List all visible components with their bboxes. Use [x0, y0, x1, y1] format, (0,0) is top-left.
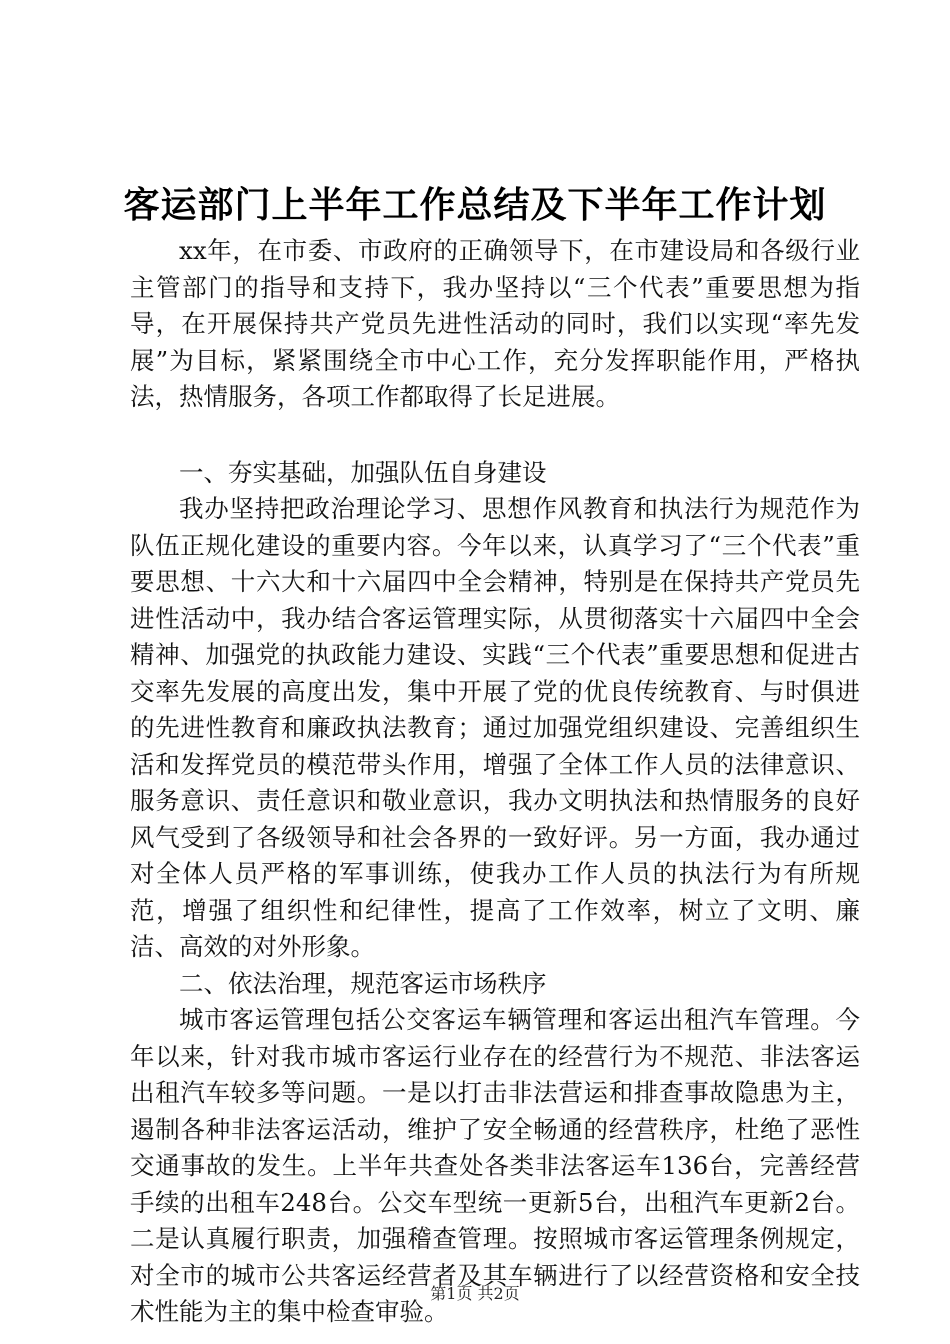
intro-paragraph: xx年，在市委、市政府的正确领导下，在市建设局和各级行业主管部门的指导和支持下，我办坚持以“三个代表”重要思想为指导，在开展保持共产党员先进性活动的同时，我们以实现“率先发展”为目标，紧紧围绕全市中心工作，充分发挥职能作用，严格执法，热情服务，各项工作都取得了长足进展。 [130, 236, 860, 411]
section2-heading: 二、依法治理，规范客运市场秩序 [179, 968, 547, 998]
section2-paragraph: 城市客运管理包括公交客运车辆管理和客运出租汽车管理。今年以来，针对我市城市客运行业存在的经营行为不规范、非法客运出租汽车较多等问题。一是以打击非法营运和排查事故隐患为主，遏制各种非法客运活动，维护了安全畅通的经营秩序，杜绝了恶性交通事故的发生。上半年共查处各类非法客运车136台，完善经营手续的出租车248台。公交车型统一更新5台，出租汽车更新2台。二是认真履行职责，加强稽查管理。按照城市客运管理条例规定，对全市的城市公共客运经营者及其车辆进行了以经营资格和安全技术性能为主的集中检查审验。 [130, 1005, 860, 1326]
document-title: 客运部门上半年工作总结及下半年工作计划 [123, 184, 827, 226]
section1-paragraph: 我办坚持把政治理论学习、思想作风教育和执法行为规范作为队伍正规化建设的重要内容。今年以来，认真学习了“三个代表”重要思想、十六大和十六届四中全会精神，特别是在保持共产党员先进性活动中，我办结合客运管理实际，从贯彻落实十六届四中全会精神、加强党的执政能力建设、实践“三个代表”重要思想和促进古交率先发展的高度出发，集中开展了党的优良传统教育、与时俱进的先进性教育和廉政执法教育；通过加强党组织建设、完善组织生活和发挥党员的模范带头作用，增强了全体工作人员的法律意识、服务意识、责任意识和敬业意识，我办文明执法和热情服务的良好风气受到了各级领导和社会各界的一致好评。另一方面，我办通过对全体人员严格的军事训练，使我办工作人员的执法行为有所规范，增强了组织性和纪律性，提高了工作效率，树立了文明、廉洁、高效的对外形象。 [130, 494, 860, 961]
section1-heading: 一、夯实基础，加强队伍自身建设 [179, 457, 547, 487]
page-number-footer: 第1页 共2页 [430, 1284, 520, 1303]
document-body [130, 233, 860, 1331]
paragraph-gap [130, 416, 860, 455]
